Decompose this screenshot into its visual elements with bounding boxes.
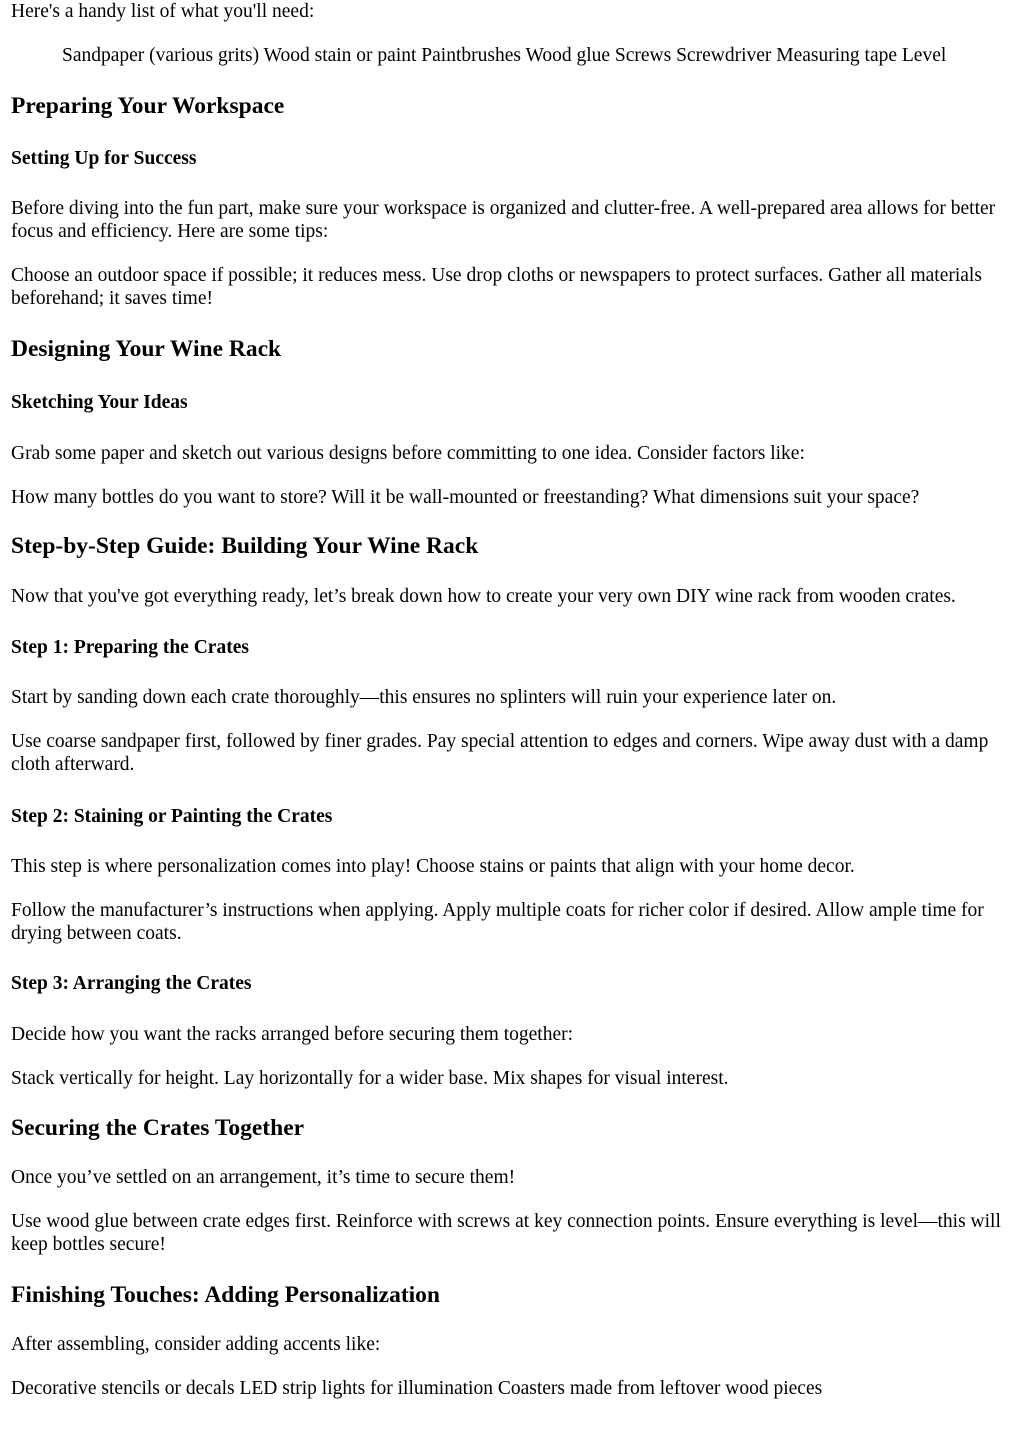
step2-paragraph-2: Follow the manufacturer’s instructions when applying. Apply multiple coats for richer color if desired. Allow ample time for drying between coats. [11,900,984,944]
tools-list: Sandpaper (various grits) Wood stain or paint Paintbrushes Wood glue Screws Screwdriver Measuring tape Level [62,45,947,66]
step3-paragraph-2: Stack vertically for height. Lay horizontally for a wider base. Mix shapes for visual interest. [11,1068,729,1089]
guide-paragraph: Now that you've got everything ready, let’s break down how to create your very own DIY wine rack from wooden crates. [11,586,956,607]
design-paragraph-1: Grab some paper and sketch out various designs before committing to one idea. Consider factors like: [11,443,805,464]
design-subheading: Sketching Your Ideas [11,392,188,413]
securing-paragraph-2: Use wood glue between crate edges first. Reinforce with screws at key connection points. Ensure everything is level—this will keep bottles secure! [11,1211,1001,1255]
step1-paragraph-2: Use coarse sandpaper first, followed by finer grades. Pay special attention to edges and corners. Wipe away dust with a damp cloth afterward. [11,731,989,775]
workspace-heading: Preparing Your Workspace [11,93,285,119]
design-paragraph-2: How many bottles do you want to store? Will it be wall-mounted or freestanding? What dimensions suit your space? [11,487,920,508]
workspace-subheading: Setting Up for Success [11,148,197,169]
finishing-heading: Finishing Touches: Adding Personalization [11,1282,440,1308]
step2-heading: Step 2: Staining or Painting the Crates [11,806,333,827]
design-heading: Designing Your Wine Rack [11,336,282,362]
workspace-paragraph-2: Choose an outdoor space if possible; it reduces mess. Use drop cloths or newspapers to protect surfaces. Gather all materials beforehand; it saves time! [11,265,982,309]
step1-paragraph-1: Start by sanding down each crate thoroughly—this ensures no splinters will ruin your experience later on. [11,687,837,708]
finishing-paragraph-2: Decorative stencils or decals LED strip lights for illumination Coasters made from leftover wood pieces [11,1378,823,1399]
finishing-paragraph-1: After assembling, consider adding accents like: [11,1334,381,1355]
securing-heading: Securing the Crates Together [11,1115,305,1141]
step3-paragraph-1: Decide how you want the racks arranged before securing them together: [11,1024,574,1045]
step3-heading: Step 3: Arranging the Crates [11,973,252,994]
tools-intro-text: Here's a handy list of what you'll need: [11,1,315,22]
workspace-paragraph-1: Before diving into the fun part, make sure your workspace is organized and clutter-free. A well-prepared area allows for better focus and efficiency. Here are some tips: [11,198,996,242]
guide-heading: Step-by-Step Guide: Building Your Wine Rack [11,533,479,559]
step1-heading: Step 1: Preparing the Crates [11,637,249,658]
securing-paragraph-1: Once you’ve settled on an arrangement, it’s time to secure them! [11,1167,516,1188]
step2-paragraph-1: This step is where personalization comes into play! Choose stains or paints that align with your home decor. [11,856,855,877]
